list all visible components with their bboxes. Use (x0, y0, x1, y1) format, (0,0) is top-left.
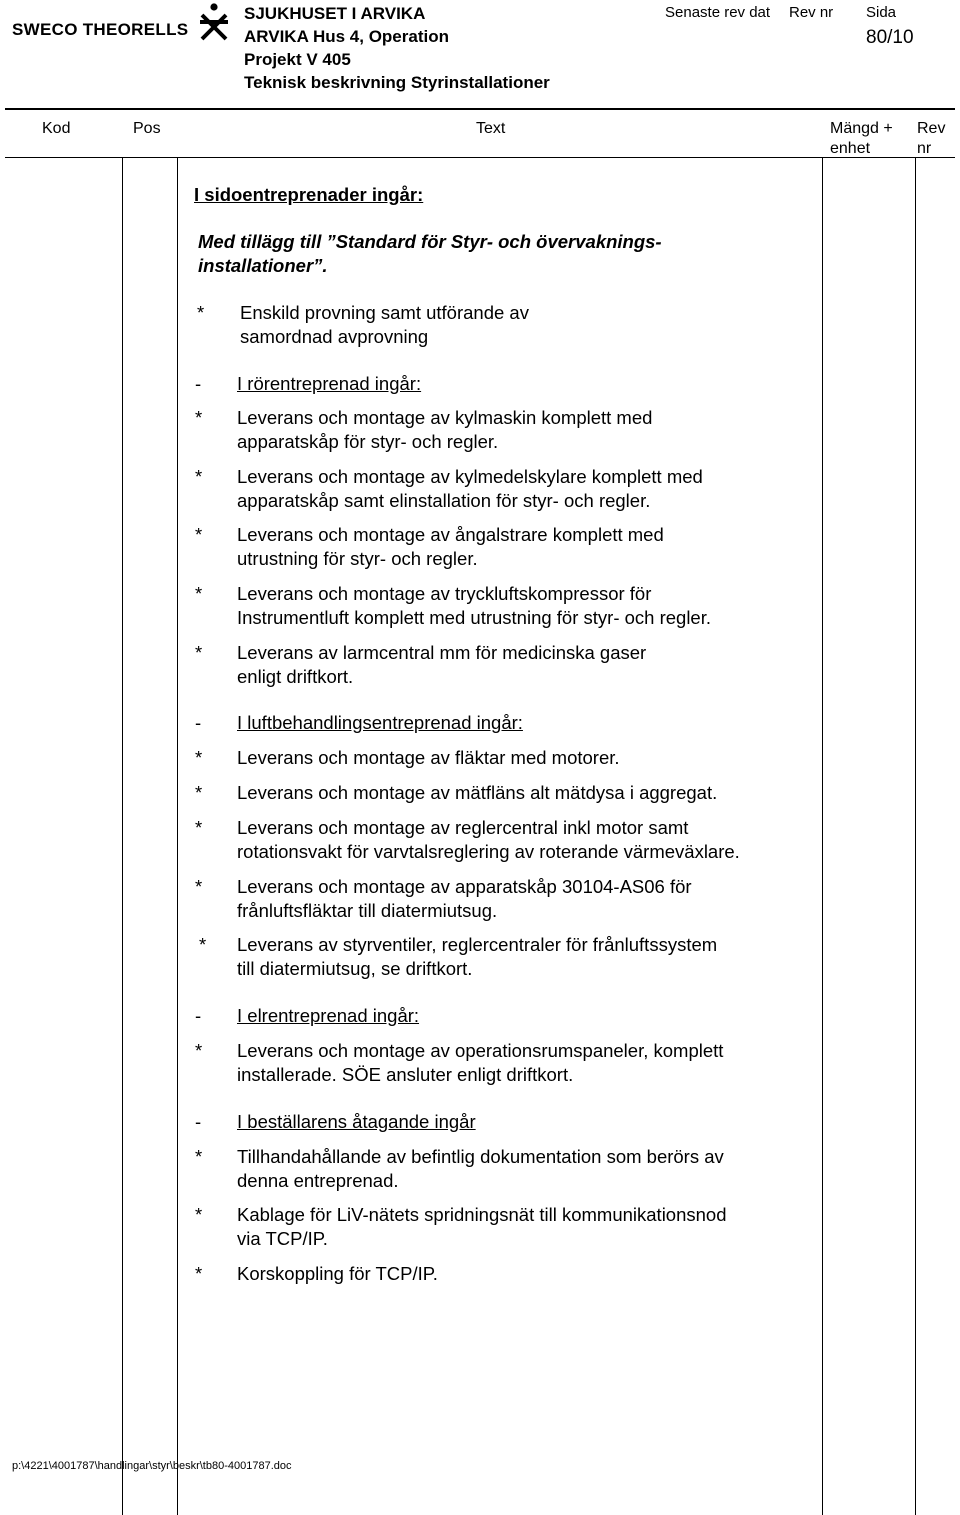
senaste-rev-dat-label: Senaste rev dat (665, 4, 771, 21)
section-heading-el: I elrentreprenad ingår: (237, 1005, 420, 1026)
column-kod: Kod (42, 120, 71, 137)
bullet-marker: * (195, 1204, 203, 1225)
list-item-line1: Leverans och montage av kylmaskin komplett med (237, 407, 653, 428)
rev-nr-label: Rev nr (789, 4, 834, 21)
bullet-marker: * (195, 642, 203, 663)
list-item-line1: Kablage för LiV-nätets spridningsnät till kommunikationsnod (237, 1204, 727, 1225)
section-title: I sidoentreprenader ingår: (194, 184, 424, 205)
list-item-line2: installerade. SÖE ansluter enligt driftkort. (237, 1064, 574, 1085)
list-item-line1: Leverans och montage av operationsrumspaneler, komplett (237, 1040, 724, 1061)
column-separator-mangd (915, 157, 916, 1515)
section-marker: - (195, 373, 202, 394)
column-rev-nr: nr (917, 140, 932, 157)
list-item-line1: Leverans och montage av apparatskåp 30104-AS06 för (237, 876, 692, 897)
standard-reference-line2: installationer”. (198, 255, 328, 276)
file-path-footer: p:\4221\4001787\handlingar\styr\beskr\tb80-4001787.doc (12, 1460, 292, 1472)
header-divider (5, 108, 955, 110)
column-separator-kod (122, 157, 123, 1515)
list-item-line1: Leverans och montage av mätfläns alt mätdysa i aggregat. (237, 782, 718, 803)
list-item-line1: Leverans och montage av kylmedelskylare komplett med (237, 466, 703, 487)
column-header-divider (5, 157, 955, 158)
list-item-line1: Leverans och montage av ångalstrare komplett med (237, 524, 664, 545)
list-item-line2: frånluftsfläktar till diatermiutsug. (237, 900, 498, 921)
bullet-marker: * (195, 1040, 203, 1061)
sweco-logo-icon (197, 2, 231, 42)
column-separator-pos (177, 157, 178, 1515)
sida-label: Sida (866, 4, 897, 21)
column-mangd: Mängd + (830, 120, 893, 137)
standard-reference-line1: Med tillägg till ”Standard för Styr- och övervaknings- (198, 231, 662, 252)
bullet-marker: * (197, 302, 205, 323)
section-heading-ror: I rörentreprenad ingår: (237, 373, 422, 394)
list-item-line2: utrustning för styr- och regler. (237, 548, 478, 569)
list-item-line2: via TCP/IP. (237, 1228, 328, 1249)
bullet-marker: * (195, 747, 203, 768)
header-building: ARVIKA Hus 4, Operation (244, 27, 449, 46)
list-item-line2: apparatskåp samt elinstallation för styr- och regler. (237, 490, 651, 511)
bullet-marker: * (195, 876, 203, 897)
bullet-marker: * (195, 407, 203, 428)
section-heading-luft: I luftbehandlingsentreprenad ingår: (237, 712, 523, 733)
column-enhet: enhet (830, 140, 871, 157)
bullet-marker: * (195, 817, 203, 838)
column-separator-text (822, 157, 823, 1515)
page-number: 80/10 (866, 27, 914, 48)
section-heading-bestallare: I beställarens åtagande ingår (237, 1111, 476, 1132)
bullet-marker: * (195, 583, 203, 604)
intro-item-line2: samordnad avprovning (240, 326, 429, 347)
list-item-line2: apparatskåp för styr- och regler. (237, 431, 499, 452)
list-item-line1: Tillhandahållande av befintlig dokumentation som berörs av (237, 1146, 724, 1167)
column-text: Text (476, 120, 506, 137)
list-item-line1: Leverans och montage av fläktar med motorer. (237, 747, 620, 768)
bullet-marker: * (199, 934, 207, 955)
list-item-line1: Korskoppling för TCP/IP. (237, 1263, 438, 1284)
bullet-marker: * (195, 524, 203, 545)
bullet-marker: * (195, 1146, 203, 1167)
section-marker: - (195, 1111, 202, 1132)
list-item-line2: Instrumentluft komplett med utrustning för styr- och regler. (237, 607, 711, 628)
list-item-line1: Leverans av styrventiler, reglercentraler för frånluftssystem (237, 934, 718, 955)
header-project: Projekt V 405 (244, 50, 351, 69)
bullet-marker: * (195, 1263, 203, 1284)
list-item-line2: denna entreprenad. (237, 1170, 399, 1191)
list-item-line1: Leverans av larmcentral mm för medicinska gaser (237, 642, 647, 663)
list-item-line1: Leverans och montage av tryckluftskompressor för (237, 583, 652, 604)
header-document-title: Teknisk beskrivning Styrinstallationer (244, 73, 550, 92)
bullet-marker: * (195, 782, 203, 803)
section-marker: - (195, 1005, 202, 1026)
intro-item-line1: Enskild provning samt utförande av (240, 302, 529, 323)
list-item-line2: till diatermiutsug, se driftkort. (237, 958, 473, 979)
list-item-line2: enligt driftkort. (237, 666, 354, 687)
list-item-line1: Leverans och montage av reglercentral inkl motor samt (237, 817, 689, 838)
column-rev: Rev (917, 120, 946, 137)
list-item-line2: rotationsvakt för varvtalsreglering av roterande värmeväxlare. (237, 841, 740, 862)
section-marker: - (195, 712, 202, 733)
header-hospital: SJUKHUSET I ARVIKA (244, 4, 426, 23)
bullet-marker: * (195, 466, 203, 487)
company-logo-text: SWECO THEORELLS (12, 20, 189, 39)
column-pos: Pos (133, 120, 161, 137)
